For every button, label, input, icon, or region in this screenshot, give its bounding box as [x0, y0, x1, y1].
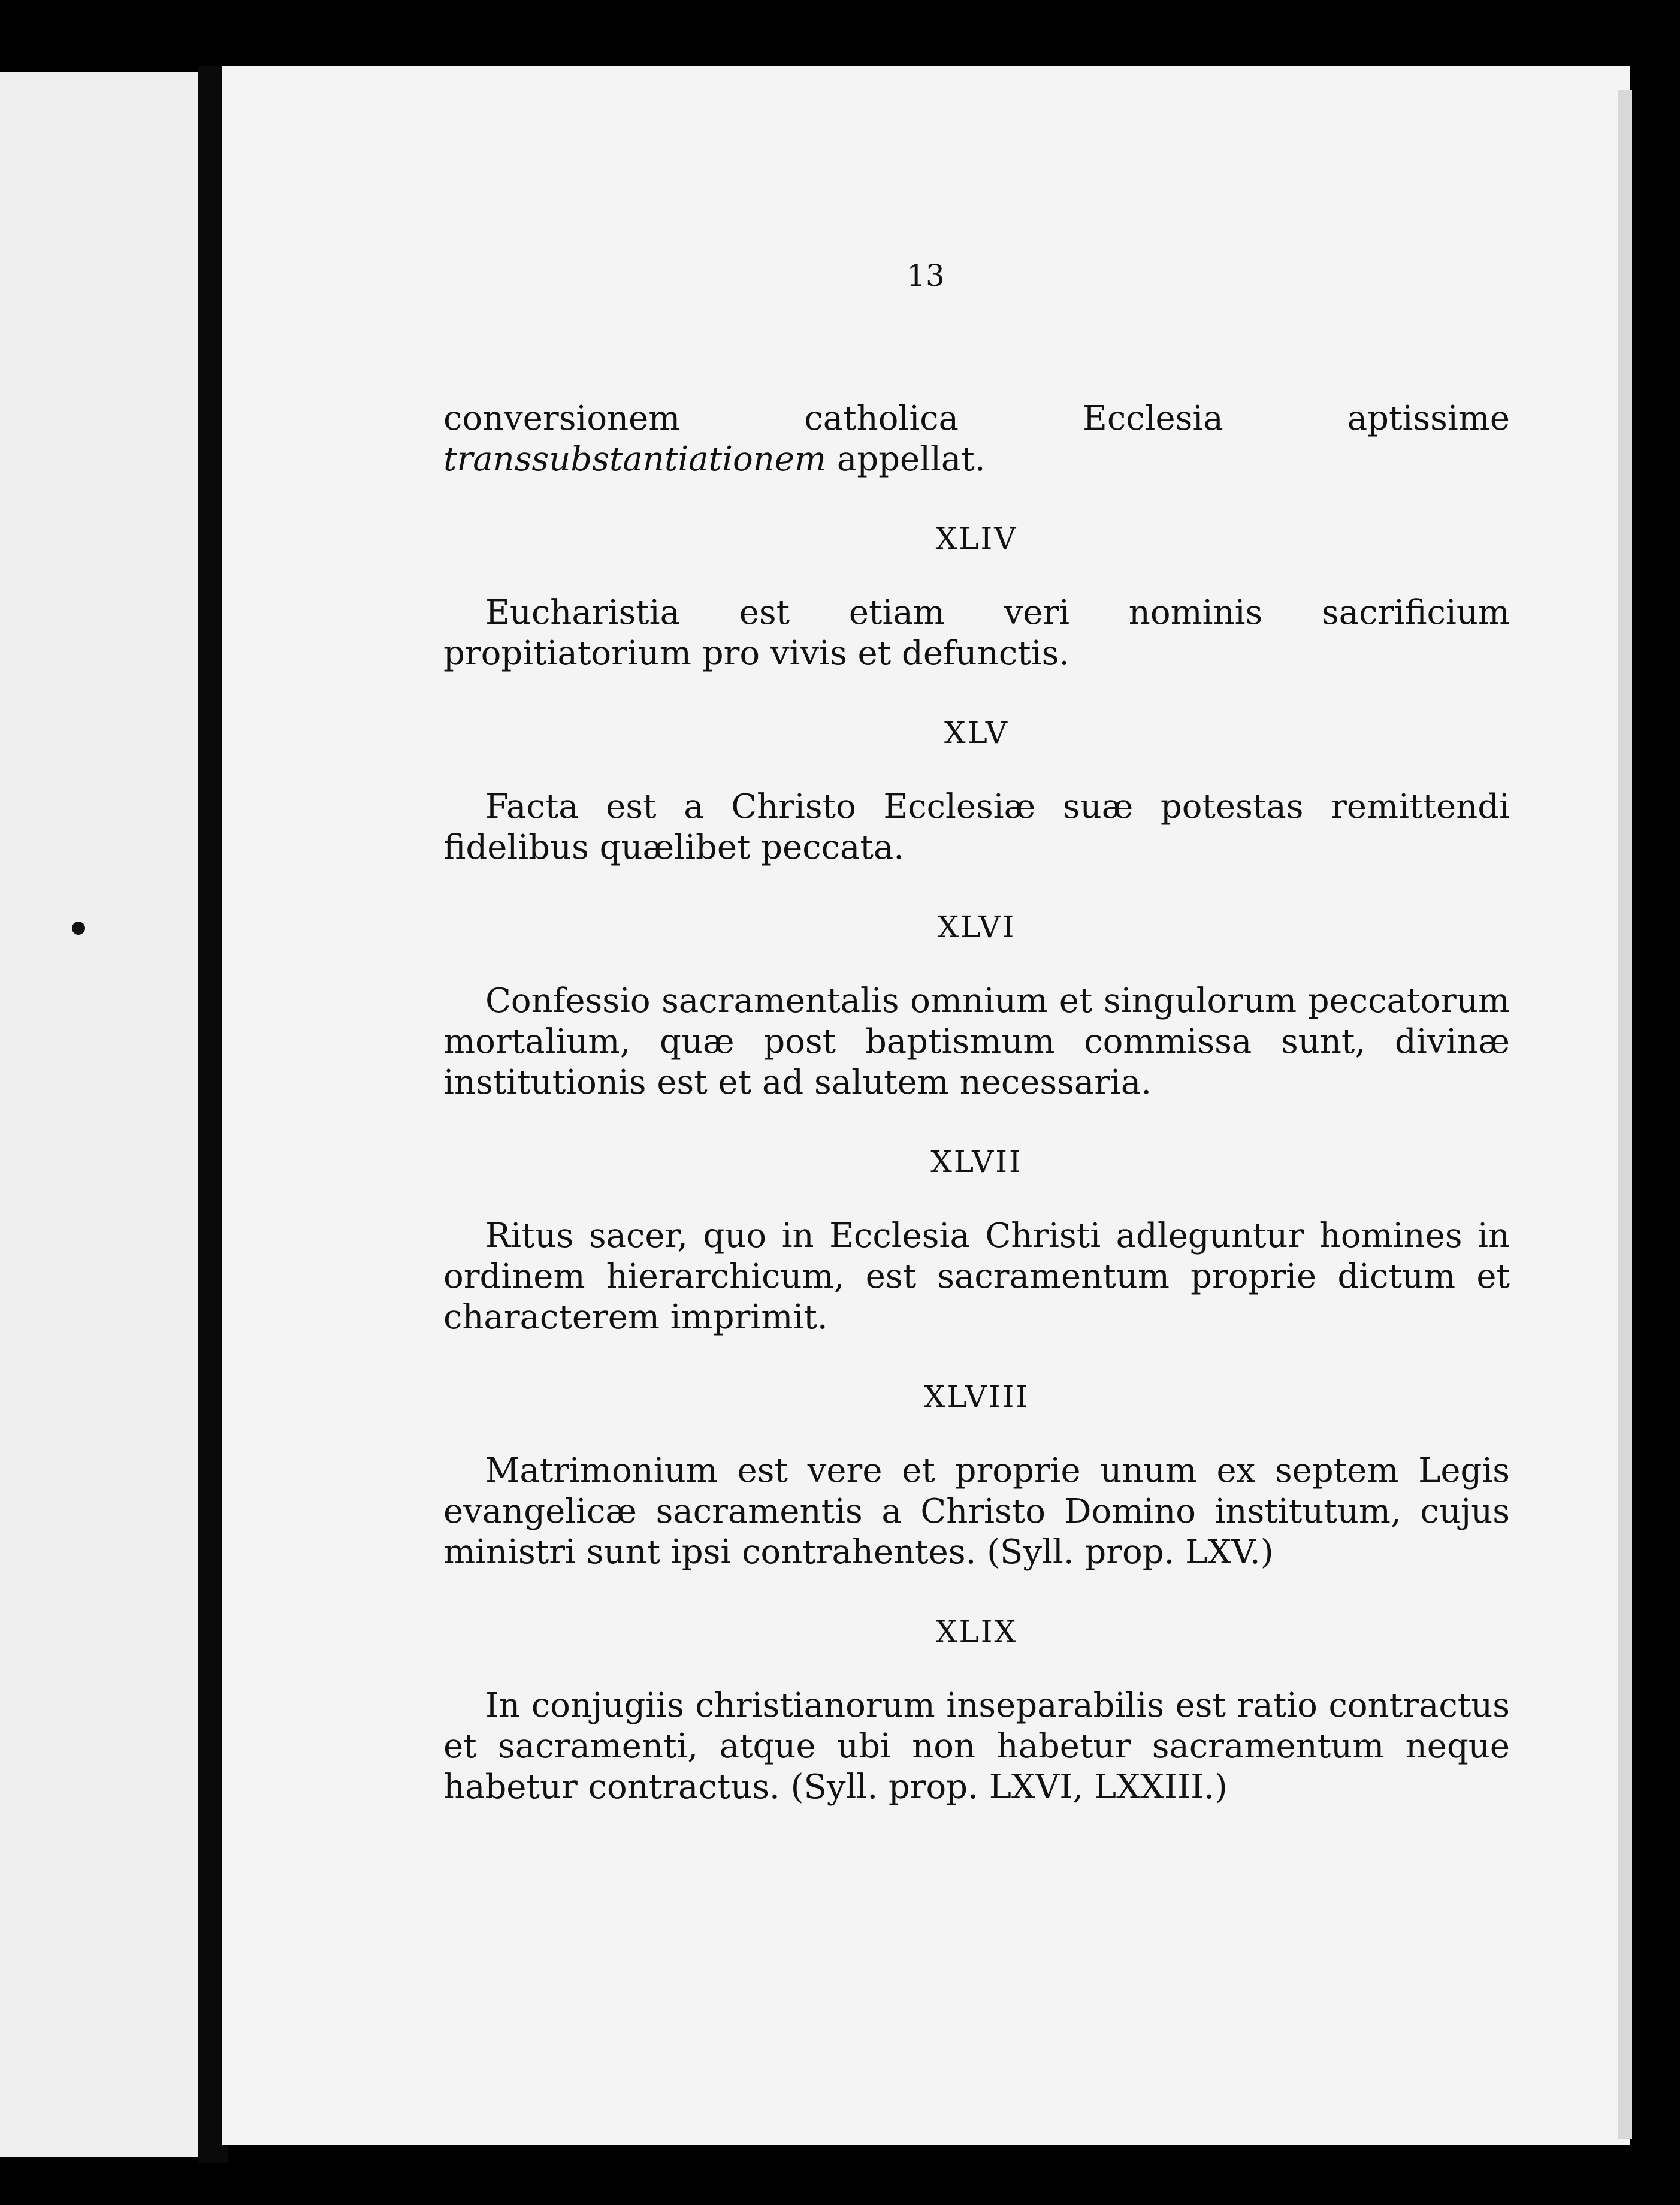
section-paragraph: [443, 787, 1510, 868]
facing-page: [0, 72, 204, 2157]
section-text: In conjugiis christianorum inseparabilis est ratio contractus et sacramenti, atque ubi non habetur sacramentum neque habetur contractus. (Syll. prop. LXVI, LXXIII.): [443, 1686, 1510, 1807]
section-heading: XLVIII: [923, 1379, 1030, 1414]
section-text: Ritus sacer, quo in Ecclesia Christi adleguntur homines in ordinem hierarchicum, est sacramentum proprie dictum et characterem imprimit.: [443, 1216, 1510, 1337]
intro-text-after: appellat.: [826, 440, 986, 479]
page-number: 13: [907, 258, 945, 293]
section-heading: XLIX: [935, 1614, 1018, 1649]
intro-paragraph: [443, 398, 1510, 480]
section-heading: XLVI: [937, 910, 1016, 944]
section-text: Eucharistia est etiam veri nominis sacrificium propitiatorium pro vivis et defunctis.: [443, 593, 1510, 673]
intro-italic-term: transsubstantiationem: [443, 440, 827, 479]
ink-spot: [72, 922, 85, 935]
intro-text-before: conversionem catholica Ecclesia aptissime: [443, 399, 1510, 438]
section-heading: XLV: [944, 715, 1009, 750]
section-paragraph: [443, 1451, 1510, 1573]
section-text: Facta est a Christo Ecclesiæ suæ potestas remittendi fidelibus quælibet peccata.: [443, 787, 1510, 867]
section-heading: XLIV: [935, 521, 1018, 556]
section-paragraph: [443, 981, 1510, 1103]
section-heading: XLVII: [930, 1144, 1023, 1179]
section-text: Confessio sacramentalis omnium et singulorum peccatorum mortalium, quæ post baptismum commissa sunt, divinæ institutionis est et ad salutem necessaria.: [443, 981, 1510, 1102]
page-edge: [1618, 90, 1632, 2139]
section-text: Matrimonium est vere et proprie unum ex septem Legis evangelicæ sacramentis a Christo Domino institutum, cujus ministri sunt ipsi contrahentes. (Syll. prop. LXV.): [443, 1451, 1510, 1572]
section-paragraph: [443, 1686, 1510, 1808]
section-paragraph: [443, 593, 1510, 674]
section-paragraph: [443, 1216, 1510, 1338]
book-page: [222, 66, 1630, 2145]
page-content: [443, 398, 1510, 1808]
